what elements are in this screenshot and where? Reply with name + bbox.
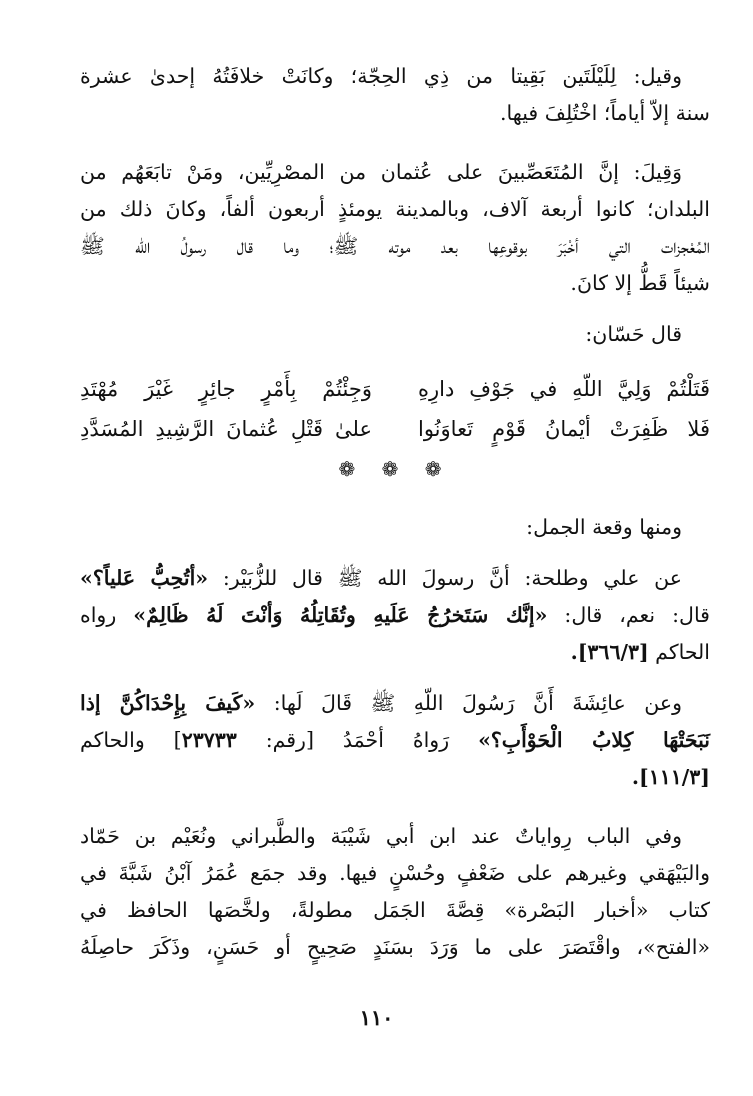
verse-hemistich-left: علىٰ قَتْلِ عُثمانَ الرَّشِيدِ المُسَدَّدِ [80, 417, 372, 441]
hadith-quote: «إنَّك سَتَخرُجُ عَلَيهِ وتُقَاتِلُهُ وَأنْتَ لَهُ ظَالِمٌ» [133, 603, 548, 627]
text-line [80, 634, 710, 671]
hadith-quote: «أتُحِبُّ عَلياً؟» [80, 566, 209, 590]
text-line: البلدان؛ كانوا أربعة آلاف، وبالمدينة يومئذٍ أربعون ألفاً، وكانَ ذلك من [80, 197, 710, 221]
source-number: ٢٣٧٣٣ [181, 728, 237, 752]
verse-hemistich-right: فَلا ظَفِرَتْ أيْمانُ قَوْمٍ تَعاوَنُوا [418, 417, 710, 441]
text-line [80, 685, 710, 722]
narration-text: قال: نعم، قال: [547, 603, 710, 627]
text-line [80, 560, 710, 597]
verse-hemistich-left: وَجِئْتُمْ بِأَمْرٍ جائِرٍ غَيْرَ مُهْتَدِ [80, 377, 372, 401]
poem-verse [80, 369, 710, 409]
text-line: كتاب «أخبار البَصْرة» قِصَّةَ الجَمَل مطولةً، ولخَّصَها الحافظ في [80, 898, 710, 922]
text-line: وقيل: لِلَيْلَتَين بَقِيتا من ذِي الحِجّة؛ وكانَتْ خلافَتُهُ إحدىٰ عشرة [80, 64, 682, 88]
text-line: المُعْجزات التي أخْبَرَ بوقوعِها بعد موته ﷺ؛ وما قال رسولُ الله ﷺ [80, 234, 710, 258]
source-reference: [١١١/٣]. [631, 765, 710, 789]
poet-intro [80, 316, 710, 353]
hadith-quote: «كَيفَ بِإِحْدَاكُنَّ إذا [80, 691, 256, 715]
narration-text: رَواهُ أحْمَدُ [رقم: [236, 728, 479, 752]
paragraph-aisha-hadith [80, 685, 710, 796]
narration-text: ] والحاكم [80, 728, 182, 752]
heading-text: ومنها وقعة الجمل: [526, 515, 682, 539]
separator-ornament-icon: ❁ ❁ ❁ [338, 457, 452, 481]
narration-text: عن علي وطلحة: أنَّ رسولَ الله ﷺ قال للزُّبَيْر: [208, 566, 683, 590]
source-reference: [٣٦٦/٣]. [570, 640, 649, 664]
verse-hemistich-right: قَتَلْتُمْ وَلِيَّ اللّهِ في جَوْفِ دارِهِ [418, 377, 710, 401]
paragraph-hijja-date [80, 58, 710, 132]
page-number: ١١٠ [359, 1005, 394, 1030]
poem-verse [80, 409, 710, 449]
text-line: والبَيْهَقي وغيرهم على ضَعْفٍ وحُسْنٍ فيها. وقد جمَع عُمَرُ آبْنُ شَبَّةَ في [80, 861, 710, 885]
text-line [80, 722, 710, 759]
text-line: شيئاً قَطُّ إلا كانَ. [570, 271, 710, 295]
text-line: سنة إلاّ أياماً؛ اخْتُلِفَ فيها. [500, 101, 710, 125]
page-body [80, 58, 710, 966]
text-line: «الفتح»، واقْتَصَرَ على ما وَرَدَ بسَنَدٍ صَحِيحٍ أو حَسَنٍ، وذَكَرَ حاصِلَهُ [80, 935, 710, 959]
narration-text: وعن عائِشَةَ أَنَّ رَسُولَ اللّهِ ﷺ قَالَ لَها: [255, 691, 683, 715]
text-line: وفي الباب رِواياتٌ عند ابن أبي شَيْبَة والطَّبراني ونُعَيْم بن حَمّاد [80, 824, 682, 848]
section-heading [80, 509, 710, 546]
text-line [80, 597, 710, 634]
source-text: الحاكم [648, 640, 710, 664]
hadith-quote: نَبَحَتْهَا كِلابُ الْحَوْأَبِ؟» [478, 728, 710, 752]
narration-text: رواه [80, 603, 134, 627]
poet-intro-text: قال حَسّان: [585, 322, 682, 346]
paragraph-sources [80, 818, 710, 966]
text-line: وَقِيلَ: إنَّ المُتَعَصِّبينَ على عُثمان من المصْرِيِّين، ومَنْ تابَعَهُم من [80, 160, 682, 184]
poem [80, 369, 710, 449]
paragraph-rebels [80, 154, 710, 302]
paragraph-zubayr-hadith [80, 560, 710, 671]
